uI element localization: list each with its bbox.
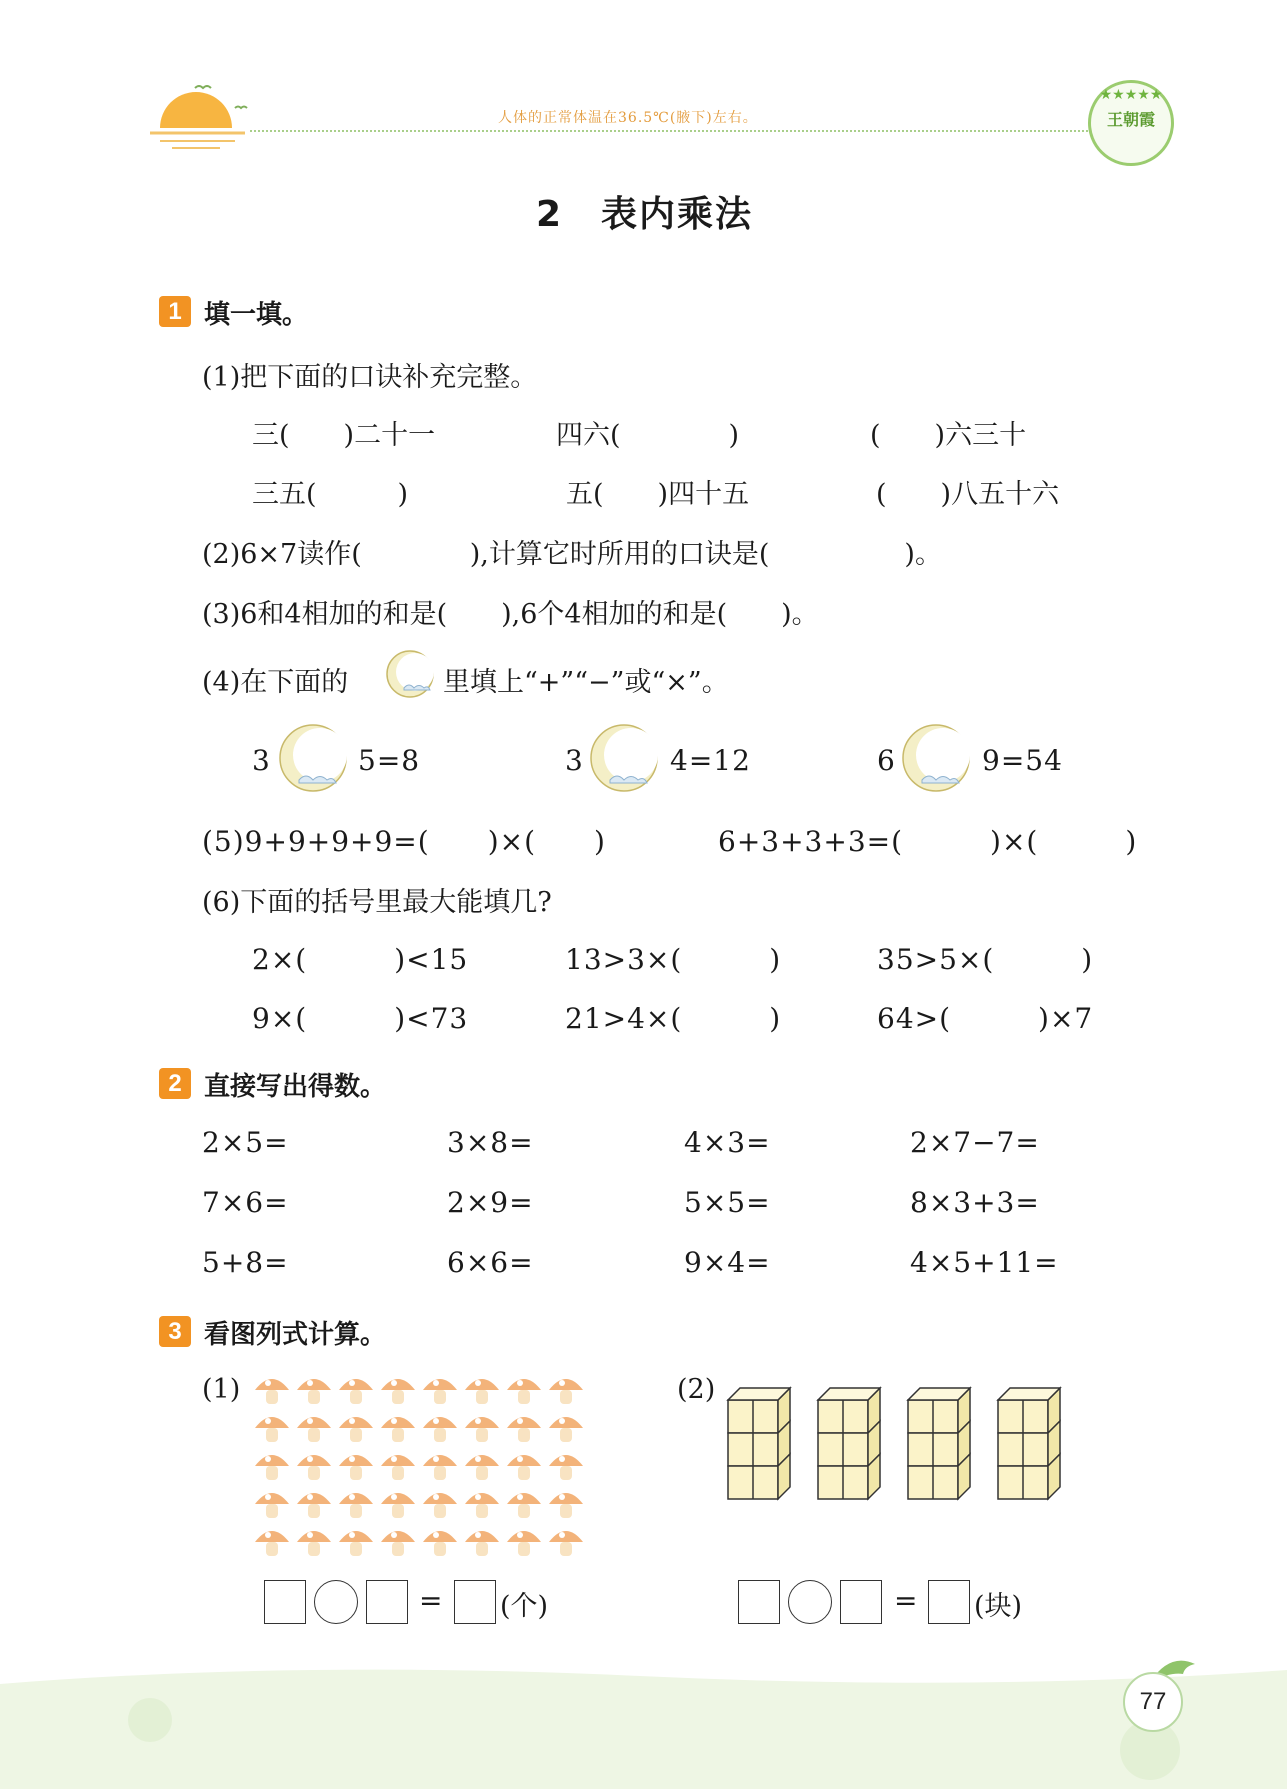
q4-item2-left: 3 (565, 744, 584, 777)
q1-r2-c2: 五( )四十五 (566, 479, 750, 510)
mushroom-icon (423, 1493, 457, 1518)
brand-name: 王朝霞 (1106, 110, 1155, 129)
s2-r1-c3: 4×3= (684, 1126, 771, 1159)
mushroom-icon (381, 1493, 415, 1518)
mushroom-icon (465, 1417, 499, 1442)
mushroom-icon (381, 1531, 415, 1556)
unit-kuai: (块) (974, 1591, 1023, 1622)
mushroom-icon (339, 1379, 373, 1404)
mushroom-icon (465, 1379, 499, 1404)
q4-item3-right[interactable]: 9=54 (982, 744, 1063, 777)
q6-r2-c2: 21>4×( ) (565, 1002, 782, 1035)
answer-box[interactable] (366, 1580, 408, 1624)
mushroom-icon (423, 1379, 457, 1404)
cube-stack (728, 1388, 790, 1499)
cube-stack (908, 1388, 970, 1499)
mushroom-icon (465, 1531, 499, 1556)
equals-sign: = (419, 1584, 444, 1617)
s2-r2-c1: 7×6= (202, 1186, 289, 1219)
cube-stack (998, 1388, 1060, 1499)
s2-r2-c3: 5×5= (684, 1186, 771, 1219)
answer-box[interactable] (840, 1580, 882, 1624)
section-3-title: 看图列式计算。 (204, 1320, 387, 1350)
mushroom-icon (381, 1379, 415, 1404)
s3-p2-label: (2) (677, 1374, 716, 1405)
s2-r3-c3: 9×4= (684, 1246, 771, 1279)
page-number: 77 (1123, 1672, 1183, 1732)
mushroom-icon (549, 1493, 583, 1518)
q6-r2-c3: 64>( )×7 (877, 1002, 1094, 1035)
unit-ge: (个) (500, 1591, 549, 1622)
s2-r3-c2: 6×6= (447, 1246, 534, 1279)
q1-prompt: (1)把下面的口诀补充完整。 (202, 362, 538, 393)
q4-prompt-a: (4)在下面的 (202, 667, 349, 698)
q6-r1-c2: 13>3×( ) (565, 943, 782, 976)
mushroom-icon (507, 1417, 541, 1442)
s2-r1-c2: 3×8= (447, 1126, 534, 1159)
mushroom-icon (423, 1455, 457, 1480)
section-3-badge: 3 (159, 1316, 191, 1347)
s2-r2-c2: 2×9= (447, 1186, 534, 1219)
q6-prompt: (6)下面的括号里最大能填几? (202, 887, 552, 918)
s2-r3-c4: 4×5+11= (910, 1246, 1059, 1279)
s2-r3-c1: 5+8= (202, 1246, 289, 1279)
mushroom-icon (339, 1493, 373, 1518)
q5-right: 6+3+3+3=( )×( ) (718, 825, 1138, 858)
mushroom-icon (255, 1379, 289, 1404)
mushroom-icon (381, 1417, 415, 1442)
q6-r2-c1: 9×( )<73 (252, 1002, 469, 1035)
q4-item2-right[interactable]: 4=12 (670, 744, 751, 777)
mushroom-icon (255, 1417, 289, 1442)
answer-box[interactable] (454, 1580, 496, 1624)
mushroom-icon (297, 1493, 331, 1518)
answer-box[interactable] (264, 1580, 306, 1624)
section-1-badge: 1 (159, 296, 191, 327)
operator-circle[interactable] (314, 1580, 358, 1624)
header-dotted-line (250, 130, 1100, 132)
mushroom-icon (465, 1493, 499, 1518)
mushroom-icon (507, 1379, 541, 1404)
header-tip: 人体的正常体温在36.5℃(腋下)左右。 (498, 110, 758, 126)
q6-r1-c1: 2×( )<15 (252, 943, 469, 976)
mushroom-icon (549, 1455, 583, 1480)
q1-r1-c1: 三( )二十一 (252, 420, 436, 451)
mushroom-icon (297, 1379, 331, 1404)
brand-logo: ★★★★★ 王朝霞 (1088, 80, 1174, 166)
mushroom-icon (297, 1417, 331, 1442)
q1-r2-c1: 三五( ) (252, 479, 409, 510)
mushroom-icon (381, 1455, 415, 1480)
footer-background (0, 1660, 1287, 1789)
mushroom-icon (339, 1417, 373, 1442)
cube-stack (818, 1388, 880, 1499)
mushroom-icon (549, 1531, 583, 1556)
mushroom-icon (297, 1455, 331, 1480)
q4-item1-left: 3 (252, 744, 271, 777)
q3-text: (3)6和4相加的和是( ),6个4相加的和是( )。 (202, 599, 819, 630)
section-1-title: 填一填。 (204, 300, 309, 330)
q1-r1-c3: ( )六三十 (870, 420, 1027, 451)
mushroom-icon (423, 1417, 457, 1442)
mushroom-icon (297, 1531, 331, 1556)
mushroom-icon (507, 1531, 541, 1556)
q1-r1-c2: 四六( ) (556, 420, 740, 451)
s2-r2-c4: 8×3+3= (910, 1186, 1040, 1219)
moon-icon (277, 722, 349, 794)
mushroom-icon (507, 1455, 541, 1480)
answer-box[interactable] (738, 1580, 780, 1624)
sunset-icon (150, 78, 250, 150)
moon-icon (900, 722, 972, 794)
q1-r2-c3: ( )八五十六 (876, 479, 1060, 510)
q4-item3-left: 6 (877, 744, 896, 777)
q4-item1-right[interactable]: 5=8 (358, 744, 421, 777)
mushroom-icon (339, 1531, 373, 1556)
s2-r1-c1: 2×5= (202, 1126, 289, 1159)
mushroom-grid (252, 1372, 592, 1572)
page-title: 2 表内乘法 (536, 194, 754, 235)
operator-circle[interactable] (788, 1580, 832, 1624)
s2-r1-c4: 2×7−7= (910, 1126, 1040, 1159)
moon-icon (384, 648, 436, 700)
q2-text: (2)6×7读作( ),计算它时所用的口诀是( )。 (202, 539, 942, 570)
mushroom-icon (507, 1493, 541, 1518)
mushroom-icon (255, 1493, 289, 1518)
mushroom-icon (423, 1531, 457, 1556)
q5-left: (5)9+9+9+9=( )×( ) (202, 825, 606, 858)
mushroom-icon (339, 1455, 373, 1480)
mushroom-icon (255, 1531, 289, 1556)
q6-r1-c3: 35>5×( ) (877, 943, 1094, 976)
equals-sign: = (894, 1584, 919, 1617)
section-2-badge: 2 (159, 1068, 191, 1099)
mushroom-icon (465, 1455, 499, 1480)
mushroom-icon (549, 1417, 583, 1442)
cube-stacks (724, 1370, 1104, 1510)
section-2-title: 直接写出得数。 (204, 1072, 387, 1102)
moon-icon (588, 722, 660, 794)
answer-box[interactable] (928, 1580, 970, 1624)
mushroom-icon (255, 1455, 289, 1480)
q4-prompt-b: 里填上“+”“−”或“×”。 (443, 667, 729, 698)
mushroom-icon (549, 1379, 583, 1404)
s3-p1-label: (1) (202, 1374, 241, 1405)
